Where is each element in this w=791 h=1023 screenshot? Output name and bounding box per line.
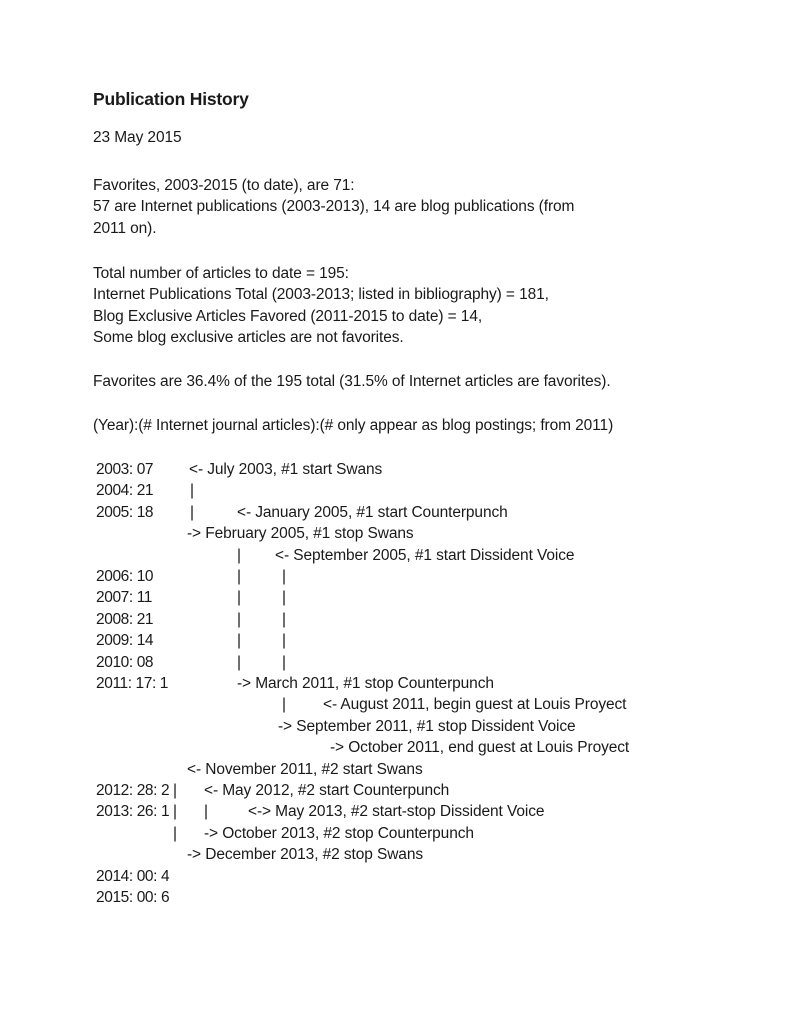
timeline-year-count: 2006: 10: [96, 568, 154, 585]
timeline-continuation-bar: |: [173, 782, 177, 799]
timeline-event-annotation: <- May 2012, #2 start Counterpunch: [204, 782, 450, 799]
timeline-line: [0, 566, 791, 587]
timeline-continuation-bar: |: [173, 824, 177, 842]
timeline-line: [0, 844, 791, 865]
timeline-line: [0, 630, 791, 651]
timeline-continuation-bar: |: [282, 589, 286, 607]
timeline-continuation-bar: |: [237, 610, 241, 628]
paragraph: [93, 263, 549, 349]
timeline-line: [0, 780, 791, 801]
timeline-line: [0, 502, 791, 523]
timeline-year-count: 2010: 08: [96, 653, 154, 671]
timeline-continuation-bar: |: [282, 568, 286, 585]
timeline-continuation-bar: |: [237, 632, 241, 650]
timeline-line: [0, 609, 791, 630]
timeline-continuation-bar: |: [282, 610, 286, 628]
timeline-continuation-bar: |: [237, 589, 241, 607]
timeline-line: [0, 737, 791, 758]
paragraph-line: Some blog exclusive articles are not favorites.: [93, 329, 404, 347]
timeline-year-count: 2004: 21: [96, 482, 154, 500]
timeline-continuation-bar: |: [190, 482, 194, 500]
timeline-line: [0, 716, 791, 737]
timeline-event-annotation: <- September 2005, #1 start Dissident Voice: [275, 546, 575, 564]
timeline-year-count: 2003: 07: [96, 461, 154, 478]
paragraph-line: (Year):(# Internet journal articles):(# only appear as blog postings; from 2011): [93, 417, 614, 434]
timeline-line: [0, 694, 791, 715]
timeline-year-count: 2007: 11: [96, 589, 152, 607]
timeline-continuation-bar: |: [204, 803, 208, 821]
timeline-event-annotation: -> October 2013, #2 stop Counterpunch: [204, 824, 474, 842]
document-title: Publication History: [93, 89, 249, 109]
timeline-continuation-bar: |: [190, 503, 194, 521]
timeline-line: [0, 480, 791, 501]
timeline-event-annotation: <- August 2011, begin guest at Louis Proyect: [323, 696, 627, 714]
timeline-continuation-bar: |: [237, 546, 241, 564]
timeline-event-annotation: <- November 2011, #2 start Swans: [187, 760, 423, 778]
timeline-line: [0, 459, 791, 480]
timeline-event-annotation: <- July 2003, #1 start Swans: [189, 461, 383, 478]
timeline-event-annotation: <-> May 2013, #2 start-stop Dissident Voice: [248, 803, 545, 821]
timeline-event-annotation: -> September 2011, #1 stop Dissident Voice: [278, 717, 576, 735]
timeline-continuation-bar: |: [173, 803, 177, 821]
timeline-line: [0, 652, 791, 673]
timeline-line: [0, 587, 791, 608]
timeline-event-annotation: -> December 2013, #2 stop Swans: [187, 846, 423, 864]
timeline-year-count: 2009: 14: [96, 632, 154, 650]
timeline-year-count: 2014: 00: 4: [96, 867, 170, 885]
timeline-year-count: 2013: 26: 1: [96, 803, 170, 821]
timeline-event-annotation: <- January 2005, #1 start Counterpunch: [237, 503, 508, 521]
timeline-event-annotation: -> March 2011, #1 stop Counterpunch: [237, 675, 494, 692]
timeline-continuation-bar: |: [282, 653, 286, 671]
timeline-event-annotation: -> February 2005, #1 stop Swans: [187, 525, 414, 543]
paragraph-line: Total number of articles to date = 195:: [93, 265, 349, 282]
timeline-year-count: 2008: 21: [96, 610, 154, 628]
timeline-line: [0, 866, 791, 887]
timeline-continuation-bar: |: [237, 568, 241, 585]
timeline-line: [0, 887, 791, 908]
timeline-line: [0, 673, 791, 694]
paragraph-line: Blog Exclusive Articles Favored (2011-2015 to date) = 14,: [93, 307, 483, 325]
timeline-year-count: 2015: 00: 6: [96, 889, 170, 906]
timeline-event-annotation: -> October 2011, end guest at Louis Proyect: [330, 739, 630, 757]
paragraph-line: Favorites are 36.4% of the 195 total (31.5% of Internet articles are favorites).: [93, 373, 611, 390]
timeline-line: [0, 545, 791, 566]
paragraph: [93, 371, 611, 392]
paragraph: [93, 415, 613, 436]
paragraph-line: 2011 on).: [93, 219, 157, 237]
document-date: 23 May 2015: [93, 129, 182, 146]
paragraph-line: Internet Publications Total (2003-2013; listed in bibliography) = 181,: [93, 286, 549, 304]
timeline-year-count: 2011: 17: 1: [96, 675, 169, 692]
paragraph-line: Favorites, 2003-2015 (to date), are 71:: [93, 177, 355, 194]
timeline-line: [0, 523, 791, 544]
publication-timeline: [0, 459, 791, 919]
timeline-line: [0, 823, 791, 844]
timeline-year-count: 2012: 28: 2: [96, 782, 170, 799]
paragraph-line: 57 are Internet publications (2003-2013), 14 are blog publications (from: [93, 198, 575, 216]
paragraph: [93, 175, 574, 239]
timeline-line: [0, 801, 791, 822]
timeline-continuation-bar: |: [237, 653, 241, 671]
timeline-line: [0, 759, 791, 780]
timeline-continuation-bar: |: [282, 696, 286, 714]
timeline-continuation-bar: |: [282, 632, 286, 650]
timeline-year-count: 2005: 18: [96, 503, 154, 521]
